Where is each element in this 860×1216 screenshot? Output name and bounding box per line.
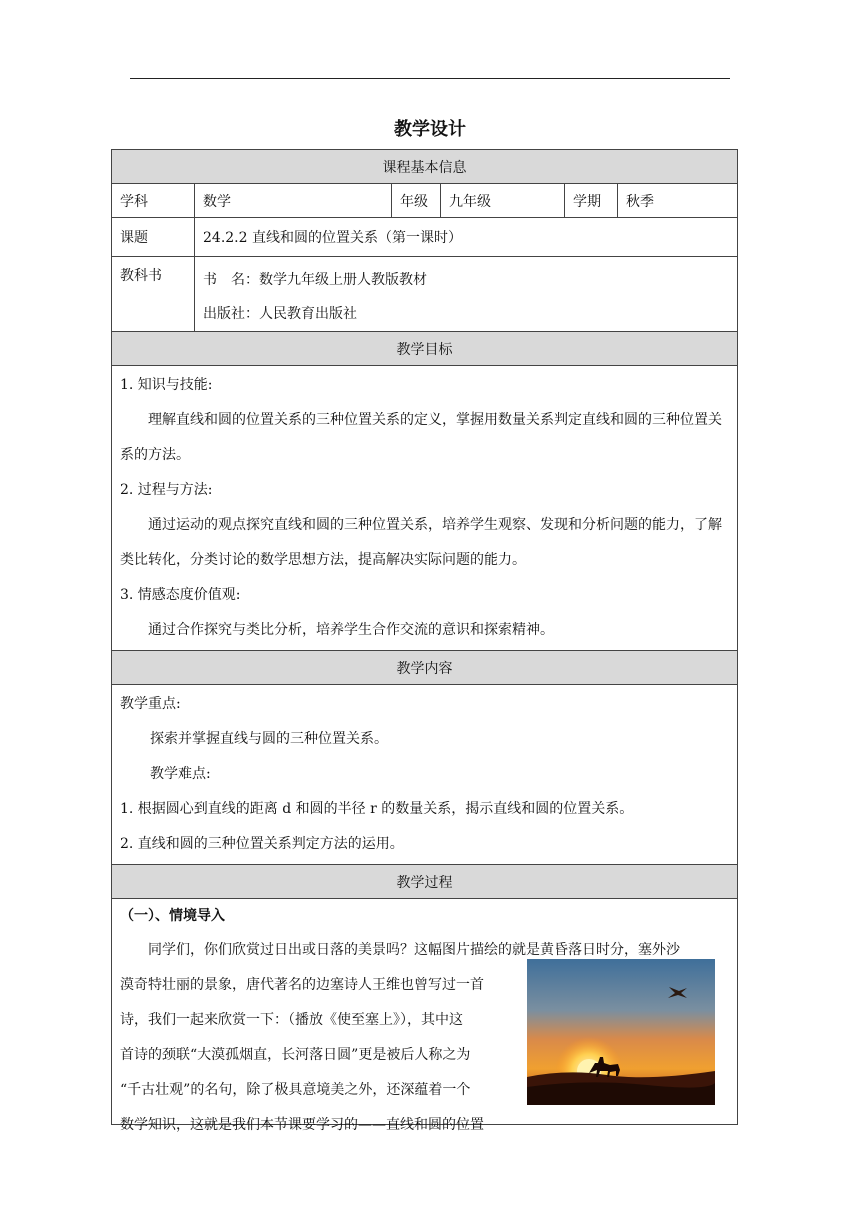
section-process: 教学过程 [112,865,738,899]
objective-emotion-title: 3. 情感态度价值观: [120,587,241,603]
intro-line-5: “千古壮观”的名句，除了极具意境美之外，还深蕴着一个 [120,1082,471,1098]
info-row-book [112,257,738,332]
topic-value: 24.2.2 直线和圆的位置关系（第一课时） [195,218,738,257]
process-body [112,899,738,1133]
info-row-topic [112,218,738,257]
document-title: 教学设计 [394,119,466,140]
objective-process-title: 2. 过程与方法: [120,482,213,498]
objectives-body [112,366,738,651]
difficulty-item-2: 2. 直线和圆的三种位置关系判定方法的运用。 [120,836,404,852]
intro-heading: （一）、情境导入 [120,908,225,924]
key-point-label: 教学重点: [120,696,181,712]
book-label: 教科书 [112,257,195,332]
sunset-desert-photo [527,959,715,1105]
section-basic-info: 课程基本信息 [112,150,738,184]
key-point-text: 探索并掌握直线与圆的三种位置关系。 [150,731,388,747]
lesson-plan-table [111,149,738,1133]
grade-value: 九年级 [441,184,565,218]
intro-line-2: 漠奇特壮丽的景象，唐代著名的边塞诗人王维也曾写过一首 [120,977,484,993]
topic-label: 课题 [112,218,195,257]
intro-line-1: 同学们，你们欣赏过日出或日落的美景吗？这幅图片描绘的就是黄昏落日时分，塞外沙 [148,942,680,958]
objective-process-text: 通过运动的观点探究直线和圆的三种位置关系，培养学生观察、发现和分析问题的能力，了解类比转化，分类讨论的数学思想方法，提高解决实际问题的能力。 [120,517,722,568]
term-value: 秋季 [618,184,738,218]
difficulty-item-1: 1. 根据圆心到直线的距离 d 和圆的半径 r 的数量关系，揭示直线和圆的位置关系。 [120,801,634,817]
objective-knowledge-title: 1. 知识与技能: [120,377,213,393]
header-rule [130,78,730,79]
info-row-subject [112,184,738,218]
intro-line-3: 诗，我们一起来欣赏一下：（播放《使至塞上》），其中这 [120,1012,463,1028]
objective-knowledge-text: 理解直线和圆的位置关系的三种位置关系的定义，掌握用数量关系判定直线和圆的三种位置关系的方法。 [120,412,722,463]
grade-label: 年级 [392,184,441,218]
intro-line-6: 数学知识，这就是我们本节课要学习的——直线和圆的位置 [120,1117,484,1133]
subject-value: 数学 [195,184,392,218]
book-publisher: 出版社：人民教育出版社 [203,306,357,322]
subject-label: 学科 [112,184,195,218]
objective-emotion-text: 通过合作探究与类比分析，培养学生合作交流的意识和探索精神。 [148,622,554,638]
book-name: 书 名：数学九年级上册人教版教材 [203,272,427,288]
term-label: 学期 [565,184,618,218]
content-body [112,685,738,865]
difficulty-label: 教学难点: [150,766,211,782]
section-objectives: 教学目标 [112,332,738,366]
intro-line-4: 首诗的颈联“大漠孤烟直，长河落日圆”更是被后人称之为 [120,1047,471,1063]
section-content: 教学内容 [112,651,738,685]
